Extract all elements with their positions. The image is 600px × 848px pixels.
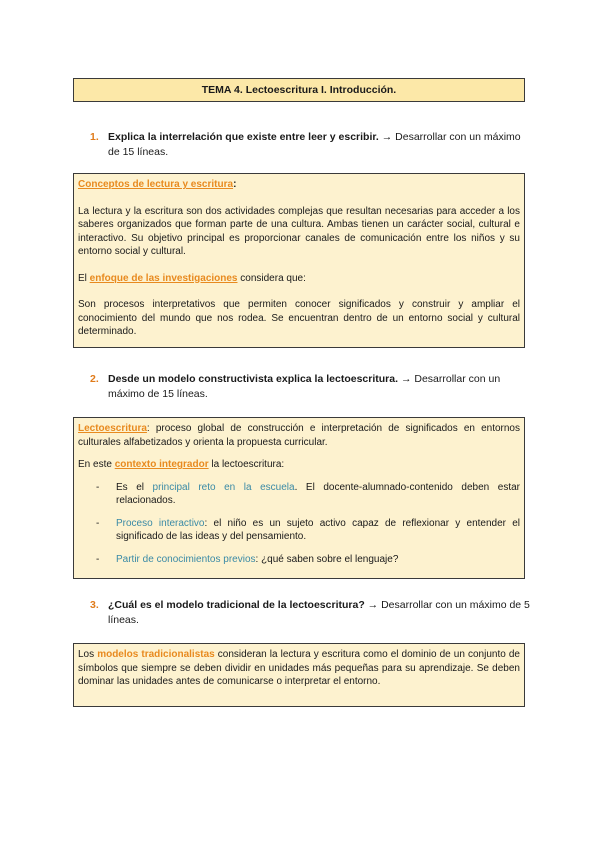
question-3: [90, 598, 530, 628]
concepts-heading: Conceptos de lectura y escritura: [78, 179, 234, 190]
answer-box-3: [73, 643, 525, 707]
box3-post: consideran la lectura y escritura como el dominio de un conjunto de símbolos que siempre se deben dividir en unidades más pequeñas para su aprendizaje. Se deben dominar las unidades antes de comunicarse o interpretar el entorno.: [78, 649, 520, 687]
question-rest: → Desarrollar con un máximo de 15 líneas.: [108, 373, 501, 400]
item-highlight: Partir de conocimientos previos: [116, 553, 256, 565]
item-post: : ¿qué saben sobre el lenguaje?: [255, 553, 399, 565]
question-number: 3.: [90, 599, 99, 611]
question-number: 1.: [90, 131, 99, 143]
list-item: - Partir de conocimientos previos: ¿qué saben sobre el lenguaje?: [96, 553, 399, 565]
question-rest: → Desarrollar con un máximo de 15 líneas.: [108, 131, 521, 158]
p2-post: considera que:: [237, 272, 306, 284]
item-post: : el niño es un sujeto activo capaz de reflexionar y entender el significado de las ideas y del pensamiento.: [116, 517, 520, 542]
list-item: - Proceso interactivo: el niño es un sujeto activo capaz de reflexionar y entender el significado de las ideas y del pensamiento.: [96, 517, 520, 542]
item-pre: Es el: [116, 481, 153, 493]
question-bold: Explica la interrelación que existe entre leer y escribir.: [108, 131, 379, 143]
context-line: [78, 458, 520, 472]
definition-text: : proceso global de construcción e interpretación de significados en entornos culturales alfabetizados y orienta la propuesta curricular.: [78, 423, 520, 448]
page-title-text: TEMA 4. Lectoescritura I. Introducción.: [201, 84, 397, 96]
answer-box-2: [73, 417, 525, 579]
question-1: [90, 130, 530, 160]
question-rest: → Desarrollar con un máximo de 5 líneas.: [108, 599, 530, 626]
item-highlight: principal reto en la escuela: [152, 481, 295, 493]
lectoescritura-term: Lectoescritura: [78, 423, 147, 434]
box-paragraph: La lectura y la escritura son dos actividades complejas que resultan necesarias para acceder a los saberes organizados que forman parte de una cultura. Ambas tienen un carácter social, cultural e interactivo. Su objetivo principal es proporcionar canales de comunicación entre los niños y su entorno social y cultural.: [78, 205, 520, 257]
question-text: [108, 372, 530, 402]
box-paragraph: [78, 648, 520, 689]
list-item: - Es el principal reto en la escuela. El docente-alumnado-contenido deben estar relacionados.: [96, 481, 520, 506]
item-highlight: Proceso interactivo: [116, 517, 205, 529]
ctx-pre: En este: [78, 459, 115, 470]
context-highlight: contexto integrador: [114, 459, 209, 470]
question-text: [108, 130, 530, 160]
question-text: [108, 598, 530, 628]
answer-box-1: [73, 173, 525, 348]
box-paragraph-3: Son procesos interpretativos que permiten conocer significados y construir y ampliar el conocimiento del mundo que nos rodea. Se encuentran dentro de un entorno social y cultural determinado.: [78, 299, 520, 337]
ctx-post: la lectoescritura:: [208, 459, 285, 470]
p2-pre: El: [78, 272, 90, 284]
item-post: . El docente-alumnado-contenido deben estar relacionados.: [116, 481, 520, 506]
box-paragraph-2: [78, 272, 520, 286]
research-approach-highlight: enfoque de las investigaciones: [89, 272, 238, 284]
page-title: [73, 78, 525, 102]
box3-pre: Los: [78, 649, 98, 660]
box-heading: [78, 178, 520, 192]
heading-colon: :: [233, 179, 237, 190]
question-number: 2.: [90, 373, 99, 385]
question-2: [90, 372, 530, 402]
question-bold: ¿Cuál es el modelo tradicional de la lectoescritura?: [108, 599, 365, 611]
traditional-models-highlight: modelos tradicionalistas: [97, 649, 215, 660]
question-bold: Desde un modelo constructivista explica la lectoescritura.: [108, 373, 399, 385]
definition: [78, 422, 520, 449]
